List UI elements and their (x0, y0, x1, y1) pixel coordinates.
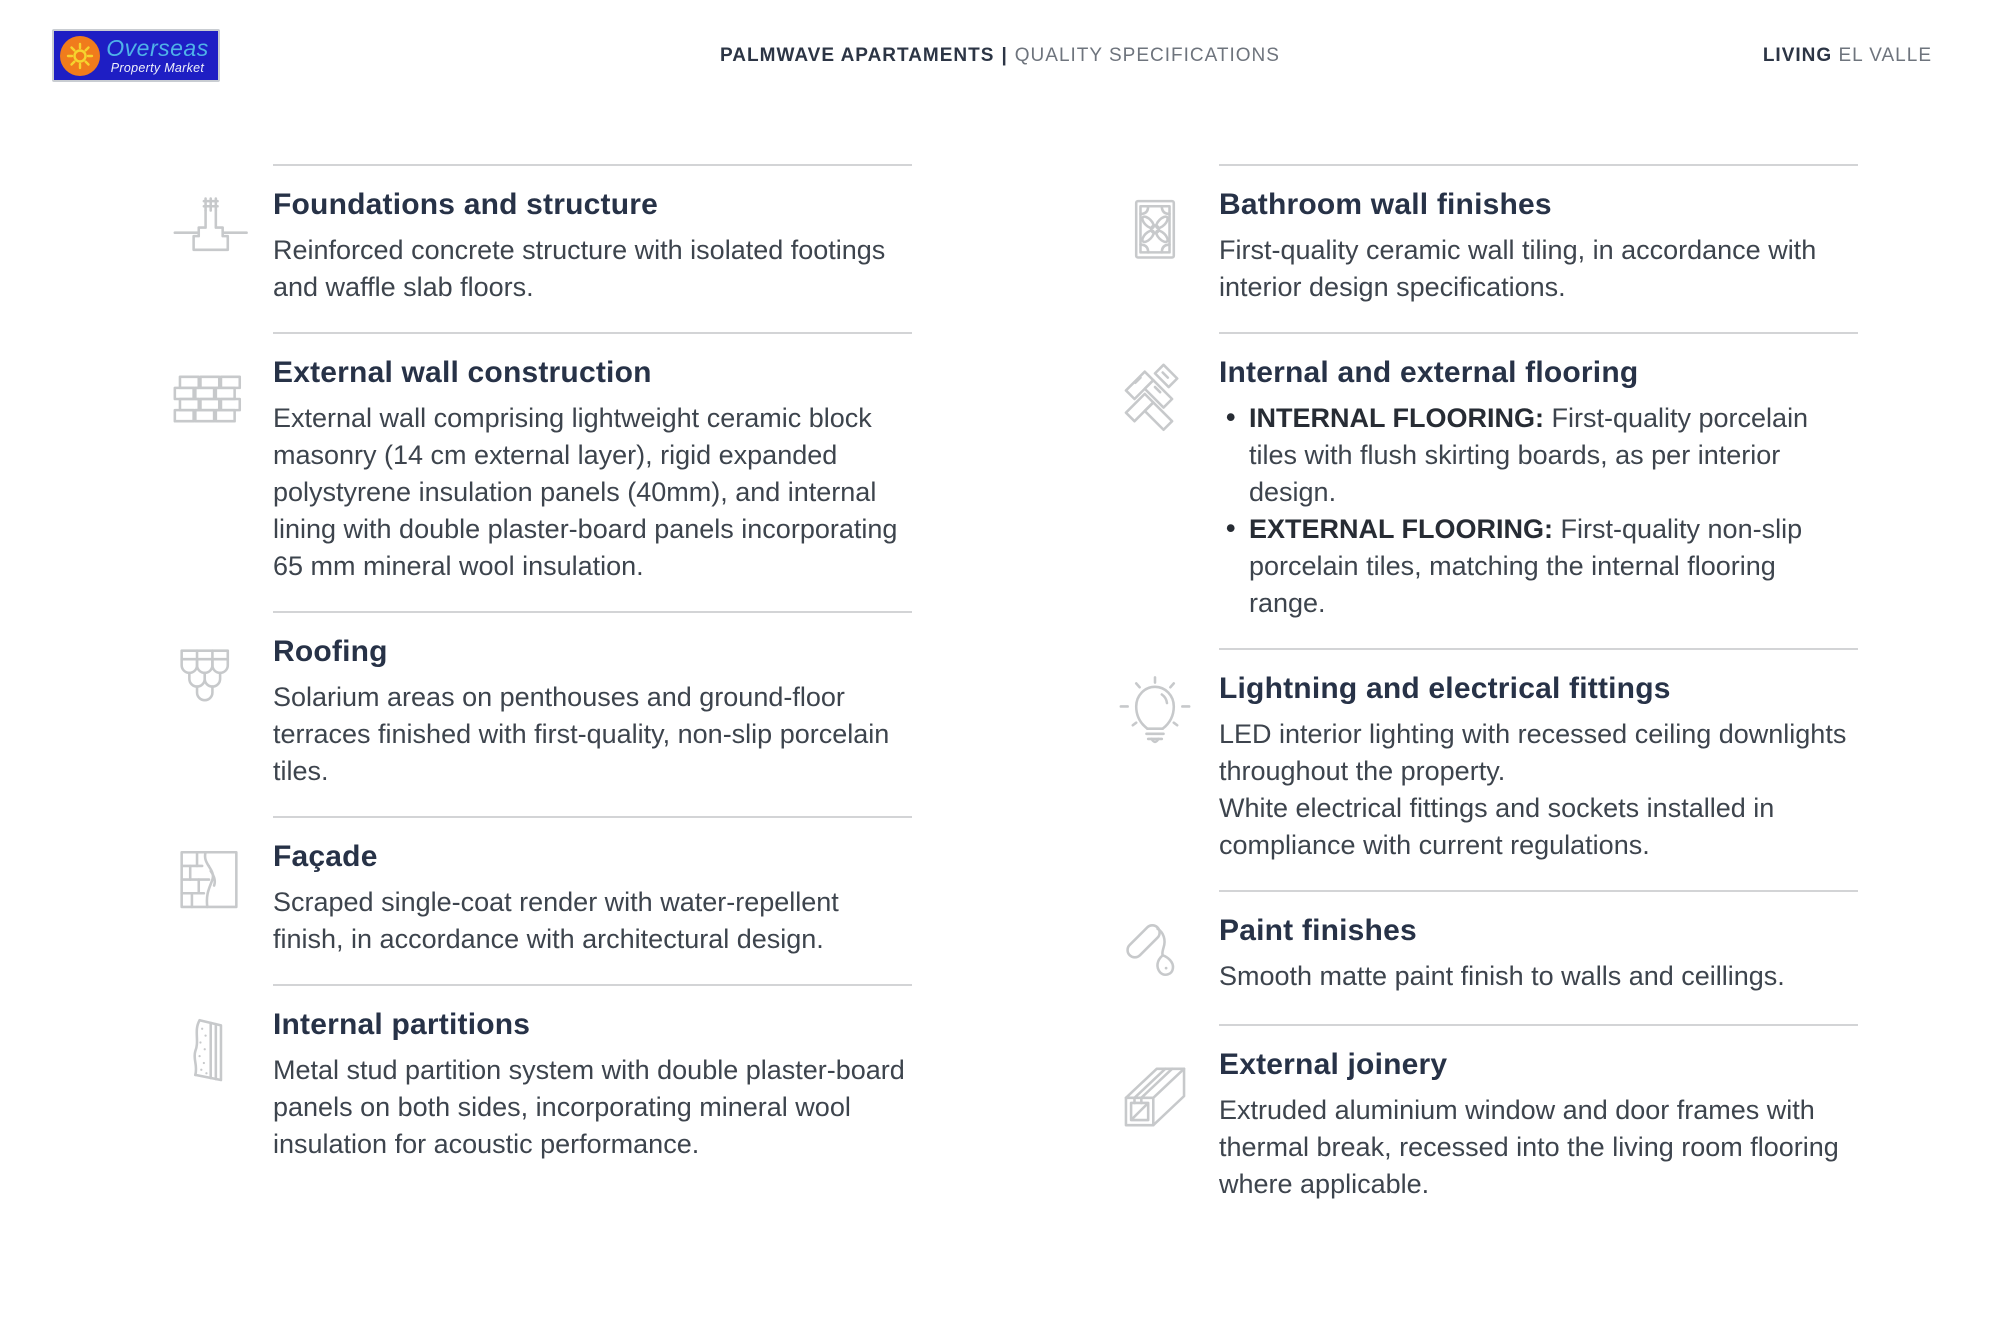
right-column (1114, 164, 1858, 1229)
bathroom-tile-icon (1114, 164, 1219, 306)
section-title: Roofing (273, 635, 388, 668)
section-content (1219, 332, 1858, 622)
section-paragraph: Solarium areas on penthouses and ground-floor terraces finished with first-quality, non-slip porcelain tiles. (273, 682, 890, 786)
section-title: External joinery (1219, 1048, 1448, 1081)
section-content (1219, 648, 1858, 864)
section-paint-roller (1114, 890, 1858, 998)
section-aluminium-profile (1114, 1024, 1858, 1203)
section-paragraph: Reinforced concrete structure with isolated footings and waffle slab floors. (273, 235, 886, 302)
bullet-label: EXTERNAL FLOORING: (1249, 514, 1554, 544)
section-paragraph: White electrical fittings and sockets installed in compliance with current regulations. (1219, 793, 1775, 860)
section-title: Lightning and electrical fittings (1219, 672, 1671, 705)
bullet-item: • INTERNAL FLOORING: First-quality porcelain tiles with flush skirting boards, as per interior design. (1219, 400, 1858, 511)
content (168, 164, 1858, 1229)
section-paragraph: Smooth matte paint finish to walls and ceillings. (1219, 961, 1785, 991)
section-title: Foundations and structure (273, 188, 659, 221)
section-title: Internal and external flooring (1219, 356, 1639, 389)
bullet-list (1219, 400, 1858, 622)
page-title-subtitle: QUALITY SPECIFICATIONS (1014, 45, 1280, 66)
section-content (1219, 890, 1858, 998)
section-content (273, 332, 912, 585)
logo-name: Overseas (106, 34, 209, 61)
page-title-project: PALMWAVE APARTAMENTS (720, 45, 995, 66)
brick-wall-icon (168, 332, 273, 585)
section-content (273, 984, 912, 1163)
section-paragraph: Extruded aluminium window and door frames with thermal break, recessed into the living room flooring where applicable. (1219, 1095, 1839, 1199)
section-content (273, 816, 912, 958)
brand-name (1763, 45, 1932, 67)
lightbulb-icon (1114, 648, 1219, 864)
section-paragraph: Scraped single-coat render with water-repellent finish, in accordance with architectural design. (273, 887, 839, 954)
section-title: Internal partitions (273, 1008, 531, 1041)
paint-roller-icon (1114, 890, 1219, 998)
aluminium-profile-icon (1114, 1024, 1219, 1203)
section-facade (168, 816, 912, 958)
section-title: Façade (273, 840, 378, 873)
section-roof-tiles (168, 611, 912, 790)
section-content (273, 611, 912, 790)
section-flooring (1114, 332, 1858, 622)
page-title-separator: | (1001, 45, 1008, 66)
flooring-icon (1114, 332, 1219, 622)
section-content (1219, 164, 1858, 306)
section-brick-wall (168, 332, 912, 585)
section-title: Bathroom wall finishes (1219, 188, 1552, 221)
section-paragraph: Metal stud partition system with double plaster-board panels on both sides, incorporating mineral wool insulation for acoustic performance. (273, 1055, 905, 1159)
section-content (1219, 1024, 1858, 1203)
section-title: Paint finishes (1219, 914, 1417, 947)
brand-bold: LIVING (1762, 45, 1833, 66)
roof-tiles-icon (168, 611, 273, 790)
bullet-label: INTERNAL FLOORING: (1249, 403, 1544, 433)
section-bathroom-tile (1114, 164, 1858, 306)
section-title: External wall construction (273, 356, 652, 389)
section-paragraph: External wall comprising lightweight ceramic block masonry (14 cm external layer), rigid expanded polystyrene insulation panels (40mm), and internal lining with double plaster-board panels incorporating 65 mm mineral wool insulation. (273, 403, 898, 581)
brand-light: EL VALLE (1838, 45, 1932, 66)
section-partition (168, 984, 912, 1163)
section-foundation (168, 164, 912, 306)
page-title (0, 45, 2000, 67)
partition-icon (168, 984, 273, 1163)
section-content (273, 164, 912, 306)
foundation-icon (168, 164, 273, 306)
left-column (168, 164, 912, 1189)
bullet-item: • EXTERNAL FLOORING: First-quality non-slip porcelain tiles, matching the internal flooring range. (1219, 511, 1858, 622)
section-lightbulb (1114, 648, 1858, 864)
facade-icon (168, 816, 273, 958)
section-paragraph: LED interior lighting with recessed ceiling downlights throughout the property. (1219, 719, 1847, 786)
logo-subtitle: Property Market (110, 60, 205, 75)
section-paragraph: First-quality ceramic wall tiling, in accordance with interior design specifications. (1219, 235, 1817, 302)
